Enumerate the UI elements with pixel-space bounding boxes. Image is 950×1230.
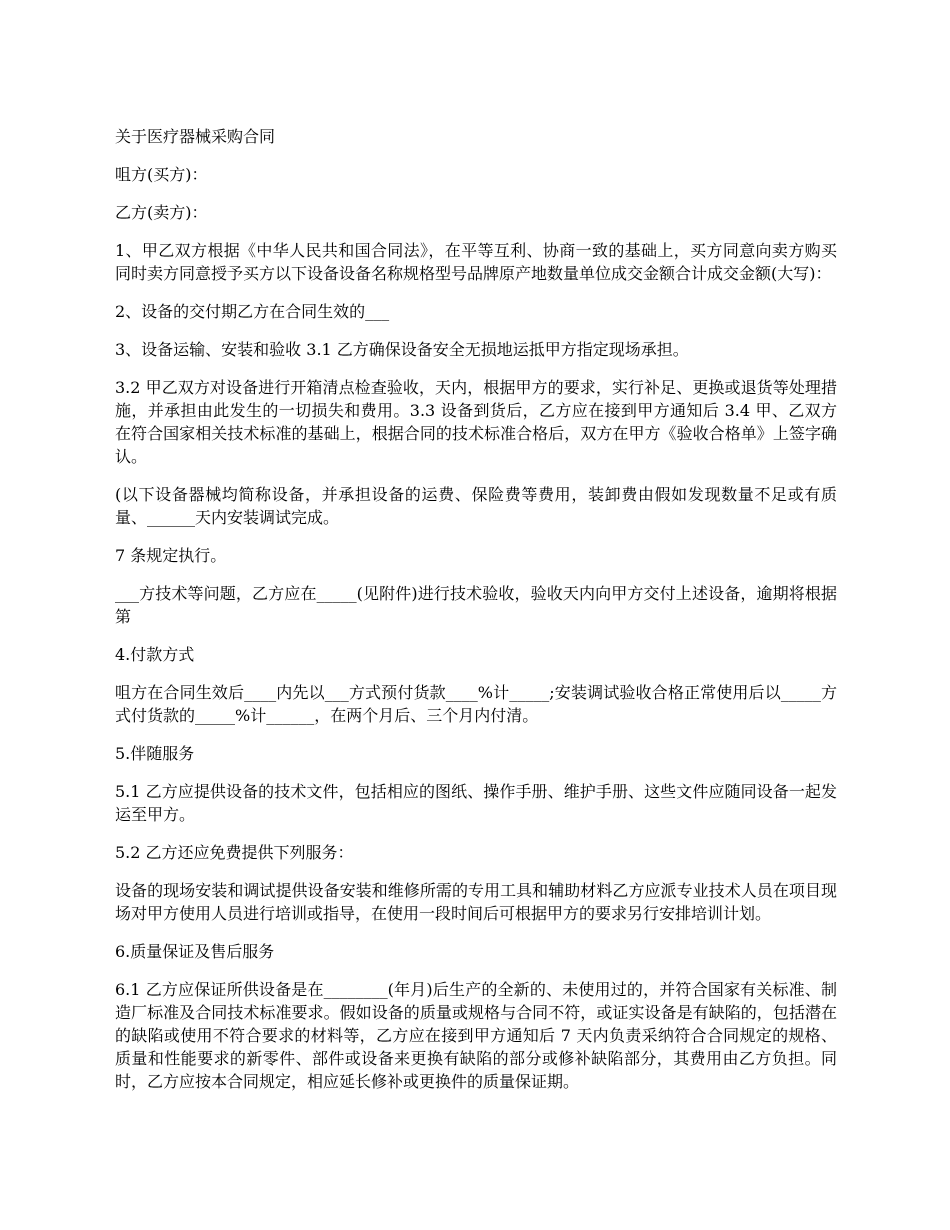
paragraph-seller: 乙方(卖方)： [115,203,208,222]
paragraph-clause-1: 1、甲乙双方根据《中华人民共和国合同法》，在平等互利、协商一致的基础上，买方同意向卖方购买同时卖方同意授予买方以下设备设备名称规格型号品牌原产地数量单位成交金额合计成交金额(大写)： [115,241,837,283]
paragraph-clause-5-2: 5.2 乙方还应免费提供下列服务： [115,843,354,862]
section-heading-warranty: 6.质量保证及售后服务 [115,942,275,961]
paragraph-clause-3-2: 3.2 甲乙双方对设备进行开箱清点检查验收，天内，根据甲方的要求，实行补足、更换或退货等处理措施，并承担由此发生的一切损失和费用。3.3 设备到货后，乙方应在接到甲方通知后 3.4 甲、乙双方在符合国家相关技术标准的基础上，根据合同的技术标准合格后，双方在甲方《验收合格单》上签字确认。 [115,378,837,466]
paragraph-equipment-note: (以下设备器械均简称设备，并承担设备的运费、保险费等费用，装卸费由假如发现数量不足或有质量、______天内安装调试完成。 [115,485,837,527]
paragraph-installation-training: 设备的现场安装和调试提供设备安装和维修所需的专用工具和辅助材料乙方应派专业技术人员在项目现场对甲方使用人员进行培训或指导，在使用一段时间后可根据甲方的要求另行安排培训计划。 [115,881,837,923]
paragraph-clause-3: 3、设备运输、安装和验收 3.1 乙方确保设备安全无损地运抵甲方指定现场承担。 [115,340,689,359]
paragraph-buyer: 咀方(买方)： [115,165,208,184]
paragraph-clause-6-1: 6.1 乙方应保证所供设备是在________(年月)后生产的全新的、未使用过的，并符合国家有关标准、制造厂标准及合同技术标准要求。假如设备的质量或规格与合同不符，或证实设备是有缺陷的，包括潜在的缺陷或使用不符合要求的材料等，乙方应在接到甲方通知后 7 天内负责采纳符合合同规定的规格、质量和性能要求的新零件、部件或设备来更换有缺陷的部分或修补缺陷部分，其费用由乙方负担。同时，乙方应按本合同规定，相应延长修补或更换件的质量保证期。 [115,980,837,1091]
paragraph-article-7: 7 条规定执行。 [115,546,227,565]
contract-document [115,125,837,1108]
paragraph-payment-terms: 咀方在合同生效后____内先以___方式预付货款____%计_____;安装调试验收合格正常使用后以_____方式付货款的_____%计______，在两个月后、三个月内付清。 [115,683,837,725]
section-heading-services: 5.伴随服务 [115,744,195,763]
section-heading-payment: 4.付款方式 [115,645,195,664]
paragraph-clause-2: 2、设备的交付期乙方在合同生效的___ [115,302,390,321]
document-title: 关于医疗器械采购合同 [115,127,276,146]
paragraph-technical-acceptance: ___方技术等问题，乙方应在_____(见附件)进行技术验收，验收天内向甲方交付上述设备，逾期将根据第 [115,584,837,626]
paragraph-clause-5-1: 5.1 乙方应提供设备的技术文件，包括相应的图纸、操作手册、维护手册、这些文件应随同设备一起发运至甲方。 [115,782,837,824]
